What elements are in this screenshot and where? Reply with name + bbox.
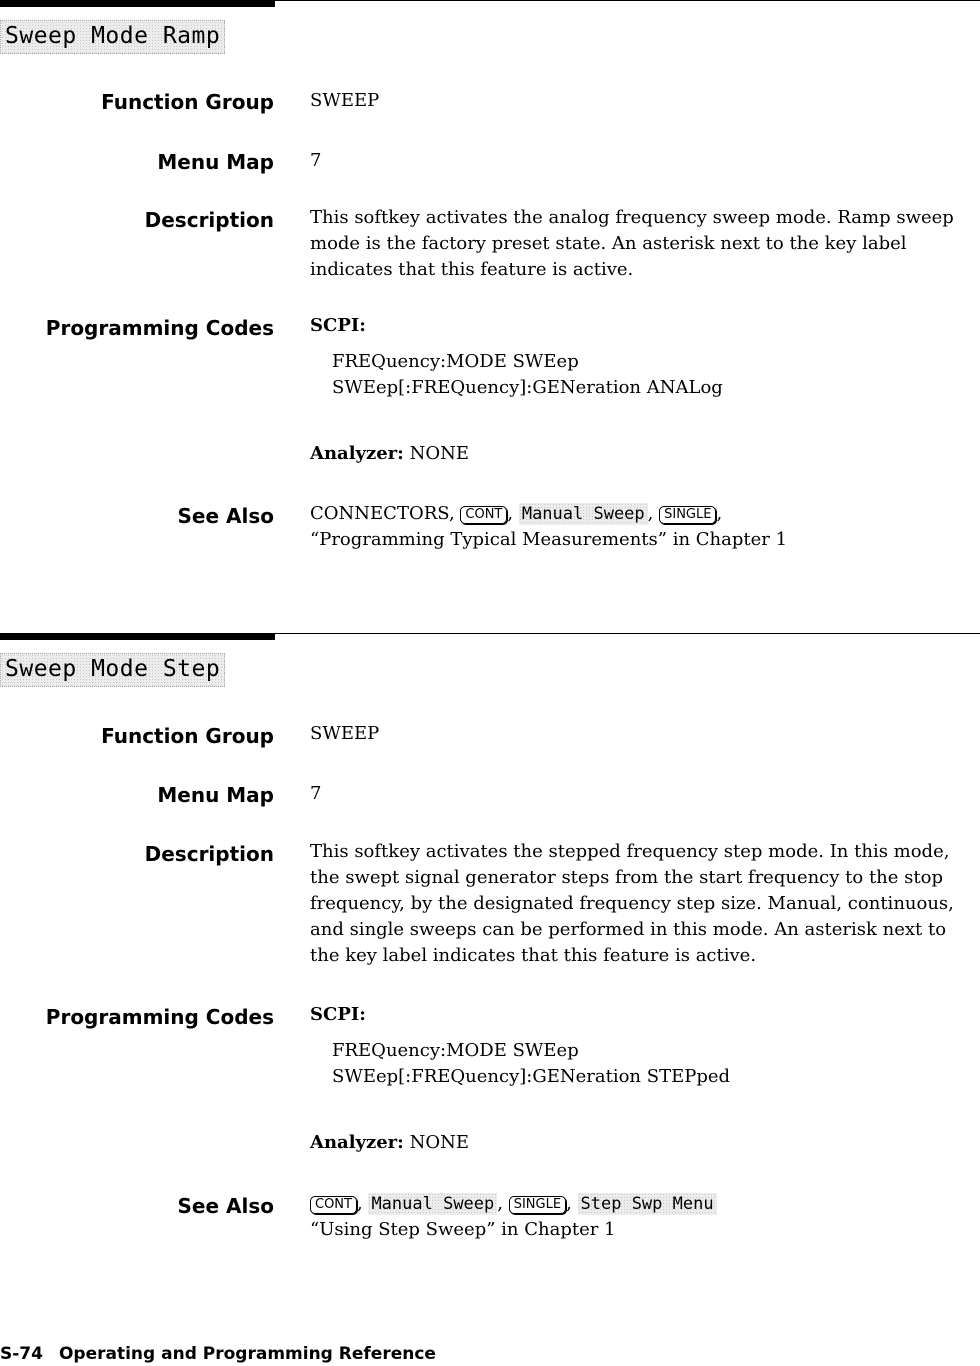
analyzer-value: NONE xyxy=(409,443,469,464)
page-footer xyxy=(0,1344,436,1364)
cont-hardkey: CONT xyxy=(460,506,507,524)
softkey-title: Sweep Mode Step xyxy=(0,653,225,687)
separator: , xyxy=(497,1193,509,1214)
scpi-command-line: SWEep[:FREQuency]:GENeration ANALog xyxy=(332,377,723,398)
step-swp-menu-softkey: Step Swp Menu xyxy=(578,1193,717,1215)
separator: , xyxy=(507,503,519,524)
analyzer-value: NONE xyxy=(409,1132,469,1153)
scpi-heading: SCPI: xyxy=(310,315,366,336)
function-group-label: Function Group xyxy=(101,90,274,114)
programming-codes-block xyxy=(310,1002,965,1090)
see-also-line xyxy=(310,501,965,527)
programming-codes-label: Programming Codes xyxy=(45,1005,274,1029)
programming-codes-block xyxy=(310,313,965,401)
see-also-block xyxy=(310,501,965,553)
footer-title: Operating and Programming Reference xyxy=(58,1344,436,1364)
description-text: This softkey activates the analog frequency sweep mode. Ramp sweep mode is the factory preset state. An asterisk next to the key label indicates that this feature is active. xyxy=(310,207,954,280)
section-rule-thin xyxy=(275,0,980,1)
section-rule-thin xyxy=(275,633,980,634)
separator: , xyxy=(647,503,660,524)
entry-sweep-mode-ramp xyxy=(0,0,980,620)
menu-map-label: Menu Map xyxy=(157,150,274,174)
menu-map-label: Menu Map xyxy=(157,783,274,807)
section-rule-thick xyxy=(0,633,275,640)
function-group-value: SWEEP xyxy=(310,90,380,111)
menu-map-value: 7 xyxy=(310,783,322,804)
see-also-reference: “Programming Typical Measurements” in Chapter 1 xyxy=(310,529,788,550)
see-also-reference: “Using Step Sweep” in Chapter 1 xyxy=(310,1219,616,1240)
menu-map-value: 7 xyxy=(310,150,322,171)
analyzer-line xyxy=(310,1130,965,1156)
separator: , xyxy=(356,1193,369,1214)
section-rule-thick xyxy=(0,0,275,7)
scpi-command-line: SWEep[:FREQuency]:GENeration STEPped xyxy=(332,1066,731,1087)
analyzer-label: Analyzer: xyxy=(310,443,404,464)
manual-sweep-softkey: Manual Sweep xyxy=(519,503,648,525)
scpi-command-line: FREQuency:MODE SWEep xyxy=(332,351,579,372)
separator: , xyxy=(716,503,723,524)
see-also-block xyxy=(310,1191,965,1243)
description-label: Description xyxy=(144,208,274,232)
entry-sweep-mode-step xyxy=(0,633,980,1273)
function-group-label: Function Group xyxy=(101,724,274,748)
softkey-title: Sweep Mode Ramp xyxy=(0,20,225,54)
scpi-heading: SCPI: xyxy=(310,1004,366,1025)
separator: , xyxy=(566,1193,578,1214)
programming-codes-label: Programming Codes xyxy=(45,316,274,340)
analyzer-label: Analyzer: xyxy=(310,1132,404,1153)
cont-hardkey: CONT xyxy=(310,1196,357,1214)
single-hardkey: SINGLE xyxy=(509,1196,566,1214)
scpi-command-line: FREQuency:MODE SWEep xyxy=(332,1040,579,1061)
manual-sweep-softkey: Manual Sweep xyxy=(368,1193,497,1215)
function-group-value: SWEEP xyxy=(310,723,380,744)
page-number: S-74 xyxy=(0,1344,43,1364)
see-also-line xyxy=(310,1191,965,1217)
analyzer-line xyxy=(310,441,965,467)
single-hardkey: SINGLE xyxy=(659,506,716,524)
see-also-label: See Also xyxy=(177,1194,274,1218)
see-also-text: CONNECTORS, xyxy=(310,503,461,524)
description-label: Description xyxy=(144,842,274,866)
see-also-label: See Also xyxy=(177,504,274,528)
description-text: This softkey activates the stepped frequency step mode. In this mode, the swept signal generator steps from the start frequency to the stop frequency, by the designated frequency step size. Manual, continuous, and single sweeps can be performed in this mode. An asterisk next to the key label indicates that this feature is active. xyxy=(310,841,954,966)
